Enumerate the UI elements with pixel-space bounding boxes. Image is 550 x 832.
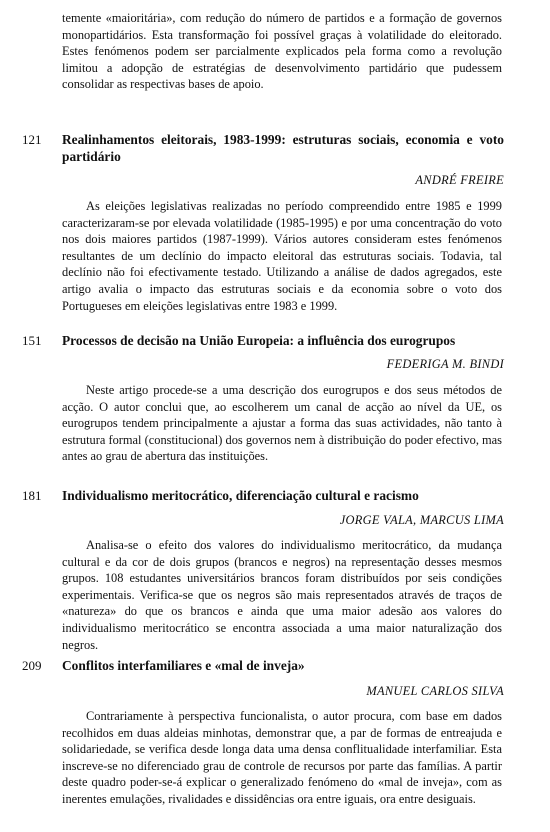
entry-author: ANDRÉ FREIRE [415, 173, 504, 187]
entry-title: Individualismo meritocrático, diferenciação cultural e racismo [62, 488, 419, 503]
entry-abstract: As eleições legislativas realizadas no período compreendido entre 1985 e 1999 caracterizaram-se por elevada volatilidade (1985-1995) e por uma concentração do voto nos dois maiores partidos (1987-1999). Vários autores consideram estes fenómenos resultantes de um declínio do impacto eleitoral das estruturas sociais. Todavia, tal declínio não foi efectivamente testado. Utilizando a análise de dados agregados, este artigo avalia o impacto das estruturas sociais e da economia sobre o voto dos Portugueses em eleições legislativas entre 1983 e 1999. [62, 199, 502, 313]
entry-page-number: 209 [22, 658, 42, 673]
entry-title: Realinhamentos eleitorais, 1983-1999: estruturas sociais, economia e voto partidário [62, 132, 504, 164]
intro-paragraph: temente «maioritária», com redução do número de partidos e a formação de governos monopartidários. Esta transformação foi possível graças à volatilidade do eleitorado. Estes fenómenos podem ser parcialmente explicados pela forma como a revolução limitou a adopção de estratégias de desenvolvimento partidário que pudessem consolidar as respectivas bases de apoio. [62, 11, 502, 92]
entry-author: JORGE VALA, MARCUS LIMA [339, 513, 504, 527]
entry-page-number: 151 [22, 333, 42, 348]
entry-title: Processos de decisão na União Europeia: a influência dos eurogrupos [62, 333, 456, 348]
entry-abstract: Contrariamente à perspectiva funcionalista, o autor procura, com base em dados recolhidos em duas aldeias minhotas, demonstrar que, a par de formas de entreajuda e solidariedade, se verifica desde longa data uma densa conflitualidade interfamiliar. Esta inscreve-se no diferenciado grau de controle de recursos por parte das famílias. A partir deste quadro poder-se-á explicar o generalizado fenómeno do «mal de inveja», com as inerentes emulações, rivalidades e dissidências ora entre iguais, ora entre desiguais. [62, 709, 502, 806]
entry-title: Conflitos interfamiliares e «mal de inveja» [62, 658, 305, 673]
entry-page-number: 181 [22, 488, 42, 503]
entry-page-number: 121 [22, 132, 42, 147]
entry-author: MANUEL CARLOS SILVA [366, 684, 504, 698]
entry-author: FEDERIGA M. BINDI [386, 357, 504, 371]
entry-abstract: Neste artigo procede-se a uma descrição dos eurogrupos e dos seus métodos de acção. O autor conclui que, ao escolherem um canal de acção ao nível da UE, os eurogrupos tendem principalmente a ajustar a forma das suas actividades, não tanto à estrutura formal (constitucional) dos governos nem à distribuição do poder efectivo, mas antes ao grau de abertura das instituições. [62, 383, 502, 464]
entry-abstract: Analisa-se o efeito dos valores do individualismo meritocrático, da mudança cultural e da cor de dois grupos (brancos e negros) na representação desses mesmos grupos. 108 estudantes universitários brancos foram distribuídos por seis condições experimentais. Verifica-se que os negros são mais representados através de traços de «natureza» do que os brancos e ainda que uma maior adesão aos valores do individualismo meritocrático se encontra associada a uma maior naturalização dos negros. [62, 538, 502, 652]
